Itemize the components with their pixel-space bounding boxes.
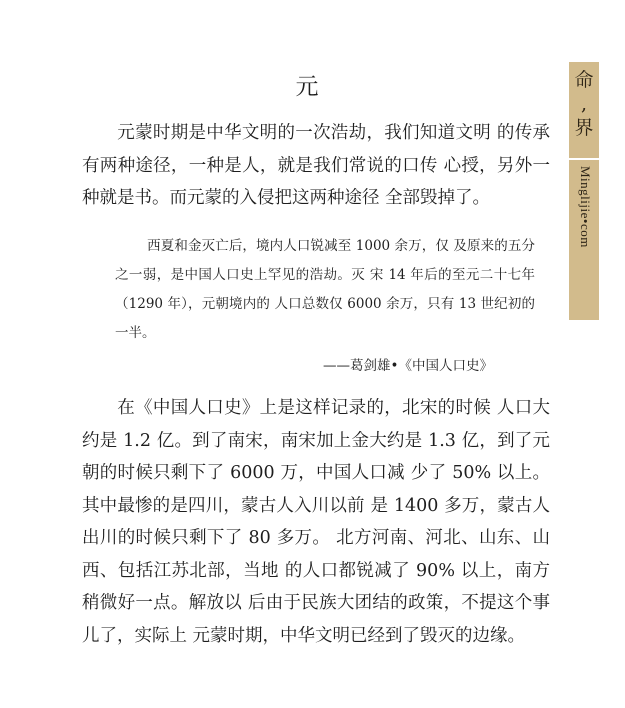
paragraph-intro-text: 元蒙时期是中华文明的一次浩劫，我们知道文明 的传承有两种途径，一种是人，就是我们常说的口传 心授，另外一种就是书。而元蒙的入侵把这两种途径 全部毁掉了。 — [82, 123, 550, 208]
block-quote — [115, 232, 535, 348]
paragraph-population-text: 在《中国人口史》上是这样记录的，北宋的时候 人口大约是 1.2 亿。到了南宋，南宋加上金大约是 1.3 亿，到了元朝的时候只剩下了 6000 万，中国人口减 少了 50% 以上。其中最惨的是四川，蒙古人入川以前 是 1400 多万，蒙古人出川的时候只剩下了 80 多万。 北方河南、河北、山东、山西、包括江苏北部，当地 的人口都锐减了 90% 以上，南方稍微好一点。解放以 后由于民族大团结的政策，不提这个事儿了，实际上 元蒙时期，中华文明已经到了毁灭的边缘。 — [82, 398, 550, 646]
side-tab-divider — [569, 158, 599, 160]
block-quote-text: 西夏和金灭亡后，境内人口锐减至 1000 余万，仅 及原来的五分之一弱，是中国人口史上罕见的浩劫。灭 宋 14 年后的至元二十七年（1290 年），元朝境内的 人口总数仅 6000 余万，只有 13 世纪初的一半。 — [115, 238, 535, 341]
chapter-title: 元 — [295, 74, 320, 100]
side-tab-site: Minglijie•com — [578, 166, 593, 248]
paragraph-population — [82, 392, 550, 652]
side-tab-char: , — [580, 93, 588, 115]
side-tab-title — [569, 62, 599, 156]
quote-attribution: ——葛剑雄•《中国人口史》 — [323, 358, 493, 374]
side-tab-char: 界 — [574, 117, 594, 139]
side-tab — [569, 62, 599, 320]
paragraph-intro — [82, 117, 550, 215]
side-tab-char: 命 — [574, 69, 594, 91]
